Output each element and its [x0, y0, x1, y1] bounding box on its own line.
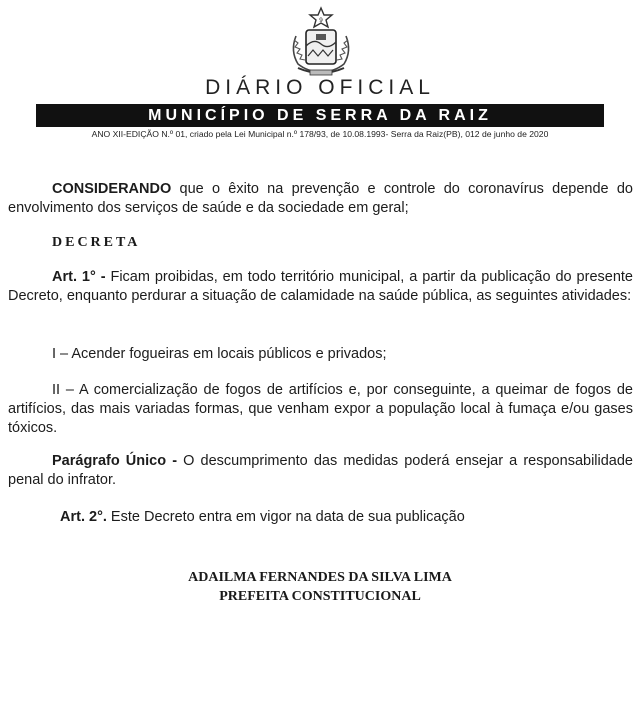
- coat-of-arms-icon: [288, 6, 354, 78]
- municipality-banner: MUNICÍPIO DE SERRA DA RAIZ: [36, 104, 604, 127]
- considerando-text: que o êxito na prevenção e controle do coronavírus depende do envolvimento dos serviços de saúde e da sociedade em geral;: [8, 181, 633, 216]
- article-1-paragraph: [8, 268, 633, 306]
- signatory-title: PREFEITA CONSTITUCIONAL: [219, 589, 421, 604]
- paragrafo-unico-label: Parágrafo Único -: [52, 453, 178, 469]
- decreta-heading: DECRETA: [52, 235, 141, 250]
- item-2-paragraph: II – A comercialização de fogos de artifícios e, por conseguinte, a queimar de fogos de artifícios, das mais variadas formas, que venham expor a população local à fumaça e/ou gases tóxicos.: [8, 382, 633, 436]
- paragrafo-unico-text: O descumprimento das medidas poderá ensejar a responsabilidade penal do infrator.: [8, 453, 633, 488]
- svg-text:9: 9: [319, 17, 323, 24]
- considerando-paragraph: [8, 180, 633, 218]
- publication-title: DIÁRIO OFICIAL: [205, 76, 435, 99]
- edition-line: ANO XII-EDIÇÃO N.º 01, criado pela Lei Municipal n.º 178/93, de 10.08.1993- Serra da Raiz(PB), 012 de junho de 2020: [91, 129, 549, 139]
- item-1-paragraph: I – Acender fogueiras em locais públicos e privados;: [52, 346, 387, 362]
- article-2-paragraph: [8, 508, 633, 527]
- signatory-name: ADAILMA FERNANDES DA SILVA LIMA: [188, 570, 452, 585]
- article-1-text: Ficam proibidas, em todo território municipal, a partir da publicação do presente Decreto, enquanto perdurar a situação de calamidade na saúde pública, as seguintes atividades:: [8, 269, 633, 304]
- article-1-label: Art. 1° -: [52, 269, 106, 285]
- article-2-text: Este Decreto entra em vigor na data de sua publicação: [106, 509, 465, 525]
- article-2-label: Art. 2°.: [60, 509, 107, 525]
- considerando-label: CONSIDERANDO: [52, 181, 172, 197]
- paragrafo-unico-paragraph: [8, 452, 633, 490]
